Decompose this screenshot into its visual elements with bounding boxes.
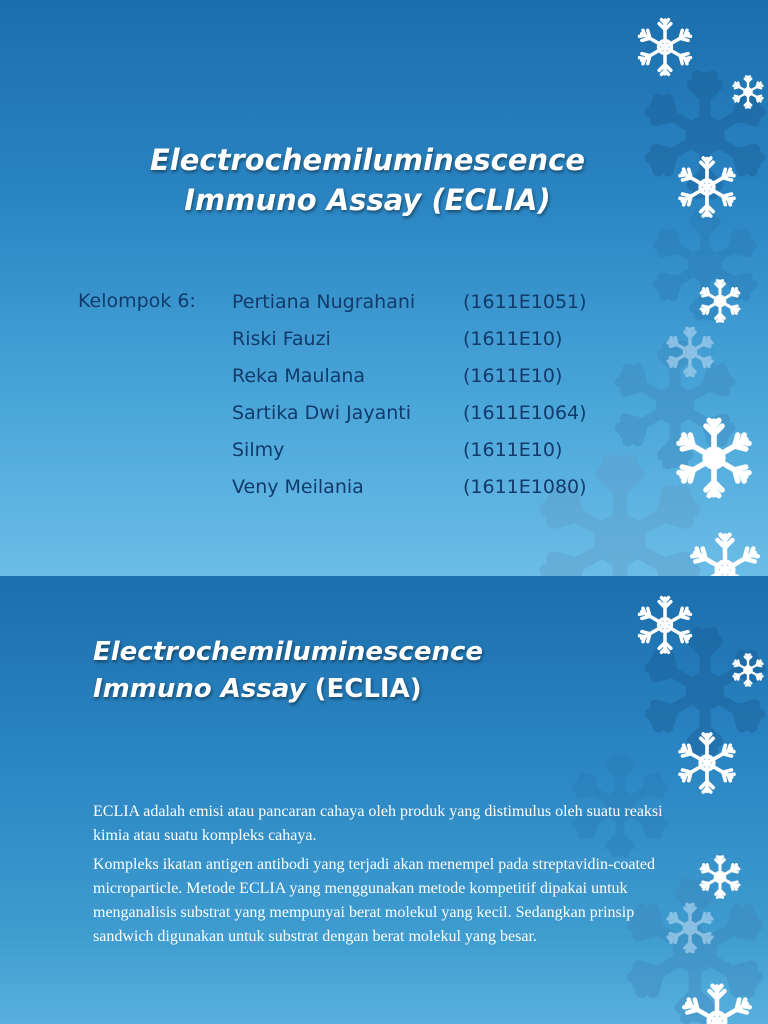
snowflake-icon	[660, 322, 720, 382]
title-line-2: Immuno Assay (ECLIA)	[184, 183, 551, 217]
slide-title	[0, 140, 735, 220]
snowflake-icon	[630, 12, 700, 82]
member-name: Riski Fauzi	[232, 328, 331, 350]
paragraph: Kompleks ikatan antigen antibodi yang terjadi akan menempel pada streptavidin-coated microparticle. Metode ECLIA yang menggunakan metode kompetitif dipakai untuk menganalisis substrat yang mempunyai berat molekul yang kecil. Sedangkan prinsip sandwich digunakan untuk substrat dengan berat molekul yang besar.	[93, 856, 656, 945]
member-name: Reka Maulana	[232, 365, 366, 387]
member-id: (1611E10)	[463, 365, 563, 387]
member-id: (1611E1064)	[463, 402, 587, 424]
title-line-1: Electrochemiluminescence	[149, 143, 586, 177]
title-italic-part: Immuno Assay	[93, 674, 306, 704]
snowflake-icon	[694, 851, 746, 903]
slide-2-title	[93, 634, 483, 708]
snowflake-icon	[670, 726, 744, 800]
member-id: (1611E10)	[463, 328, 563, 350]
snowflake-icon	[666, 410, 762, 506]
member-name: Silmy	[232, 439, 285, 461]
member-name: Veny Meilania	[232, 476, 364, 498]
title-plain-part: (ECLIA)	[305, 674, 422, 704]
snowflake-icon	[630, 590, 700, 660]
group-label: Kelompok 6:	[78, 290, 196, 312]
member-name: Pertiana Nugrahani	[232, 291, 416, 313]
snowflake-icon	[728, 72, 768, 112]
member-id: (1611E10)	[463, 439, 563, 461]
snowflake-icon	[680, 525, 768, 576]
title-line-1: Electrochemiluminescence	[93, 637, 484, 667]
snowflake-icon	[672, 976, 762, 1024]
snowflake-icon	[694, 275, 746, 327]
member-name: Sartika Dwi Jayanti	[232, 402, 411, 424]
snowflake-icon	[660, 898, 720, 958]
snowflake-icon	[728, 650, 768, 690]
member-id: (1611E1080)	[463, 476, 587, 498]
slide-2-body	[93, 800, 663, 954]
member-id: (1611E1051)	[463, 291, 587, 313]
paragraph: ECLIA adalah emisi atau pancaran cahaya oleh produk yang distimulus oleh suatu reaksi kimia atau suatu kompleks cahaya.	[93, 803, 663, 844]
